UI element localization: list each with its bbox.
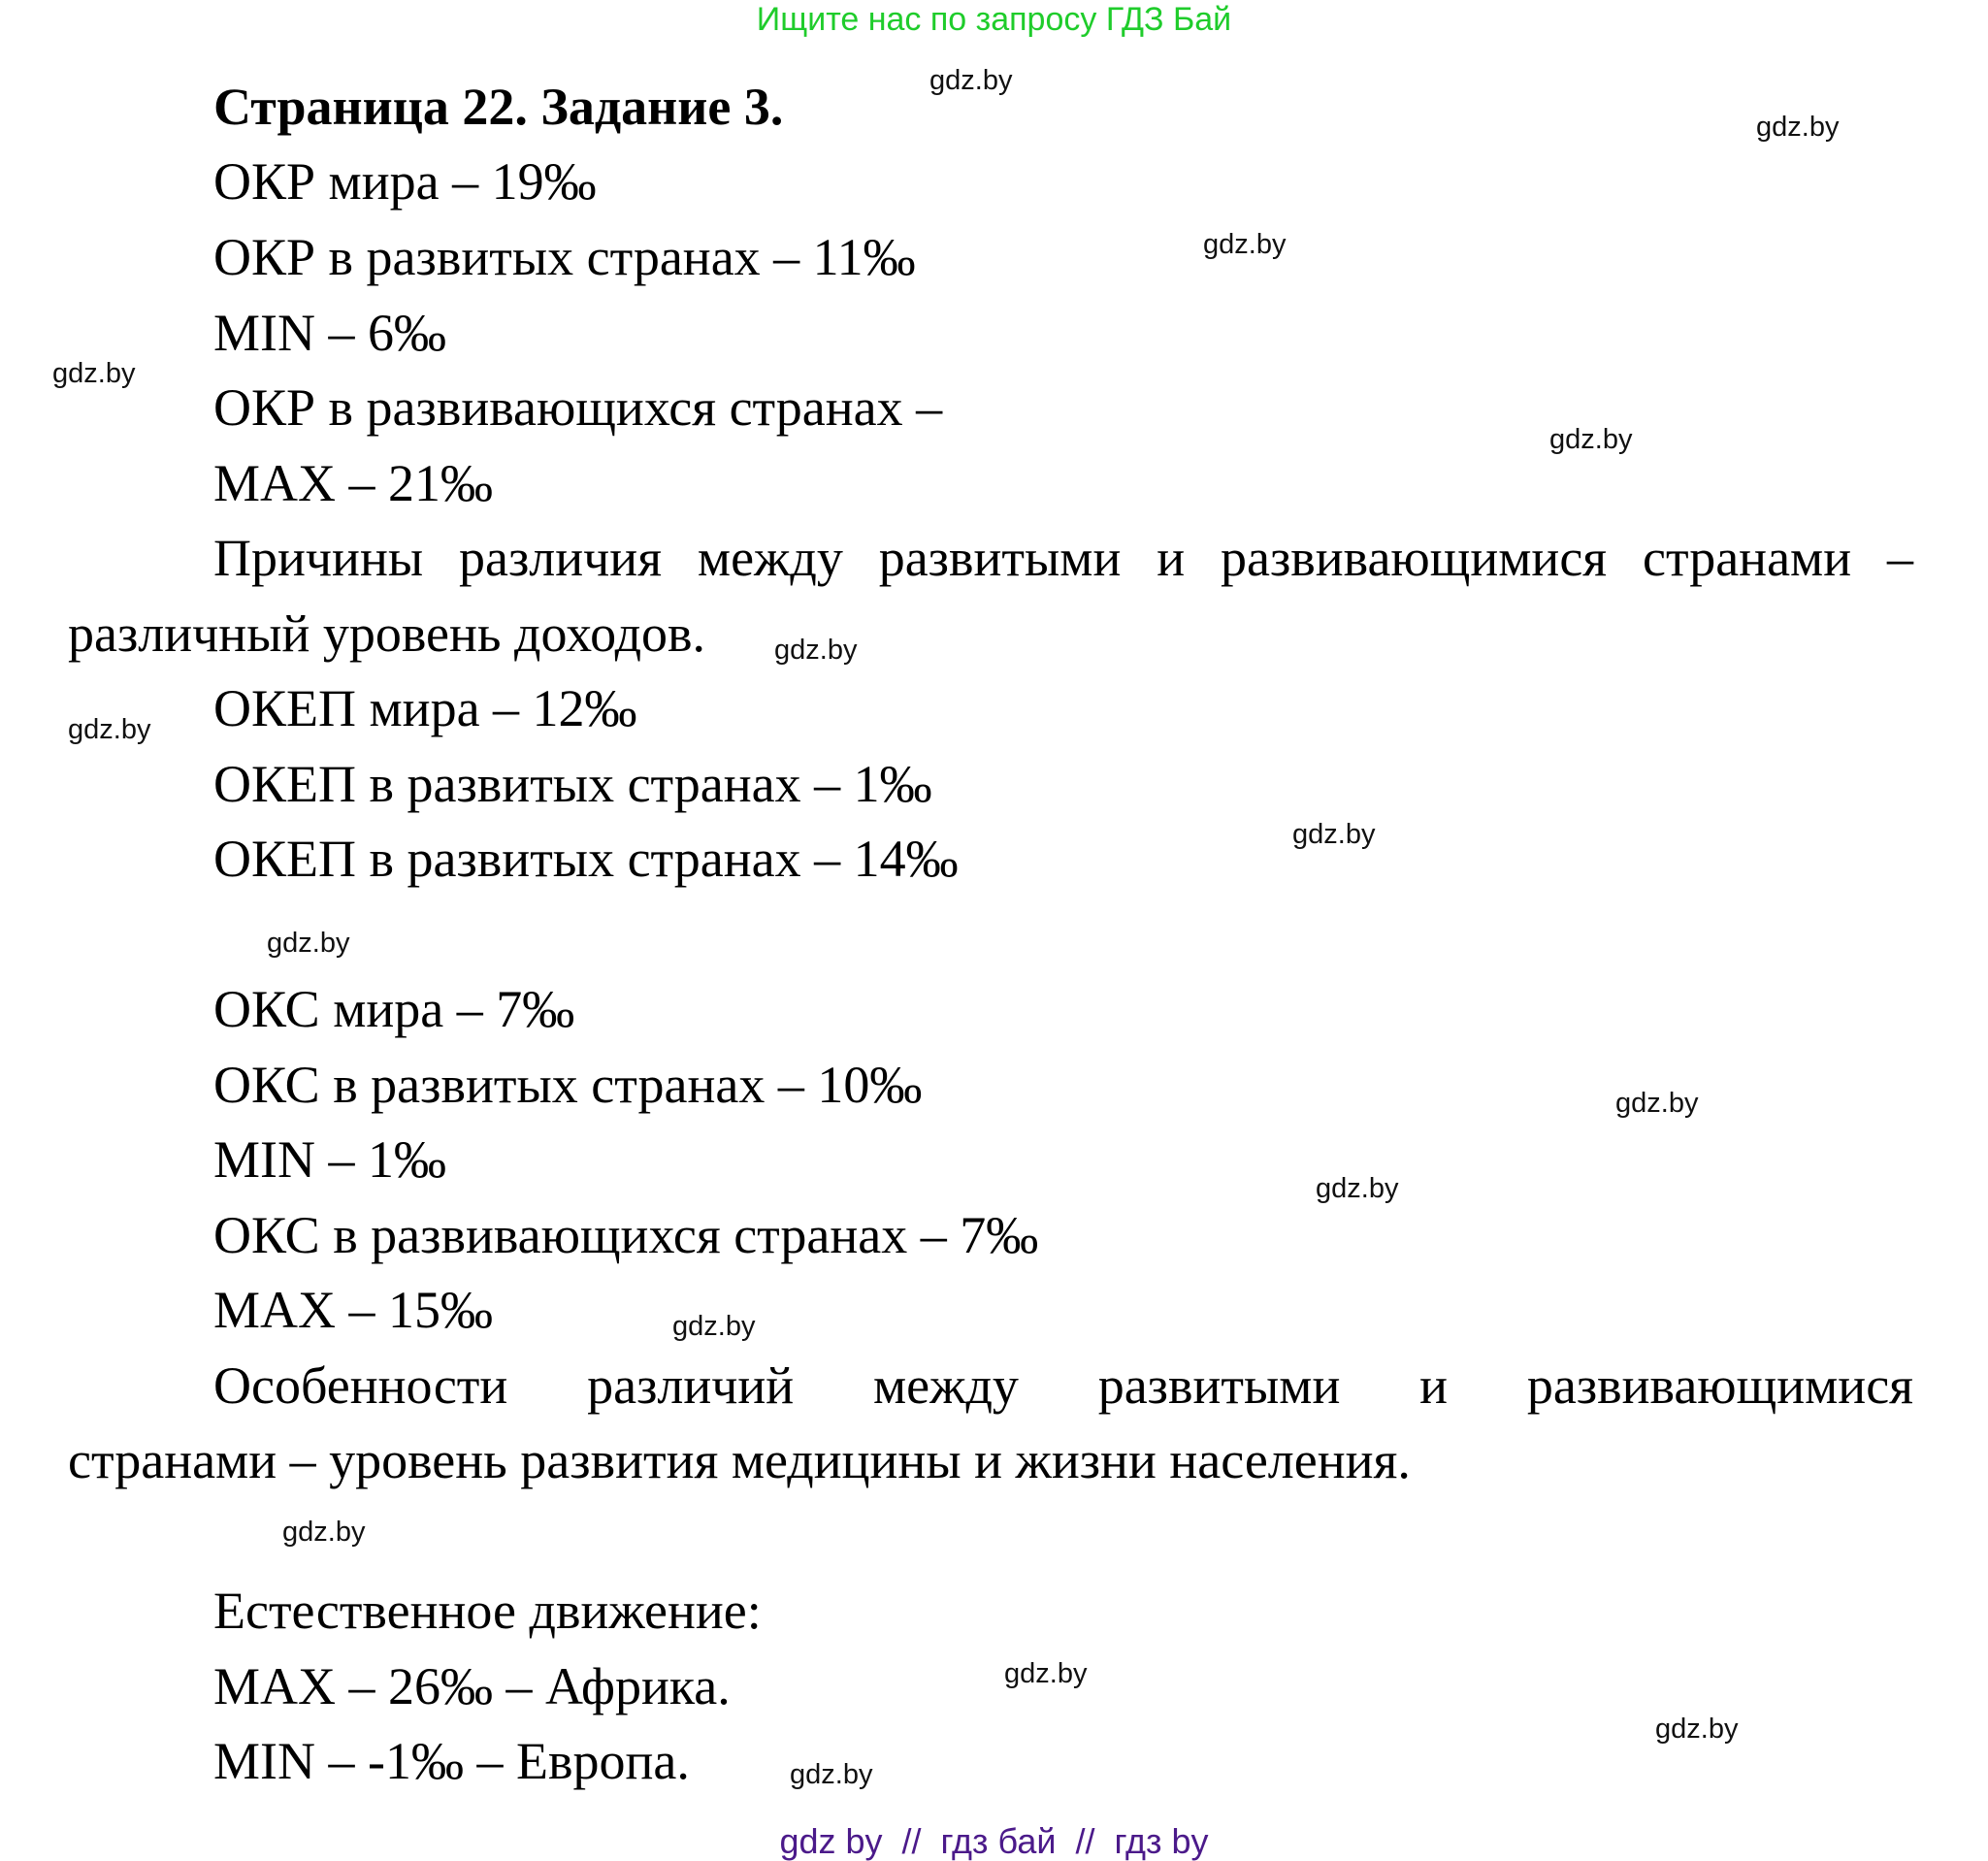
text-line: ОКЕП мира – 12‰ (213, 679, 637, 737)
text-line: ОКС в развитых странах – 10‰ (213, 1056, 923, 1114)
text-line: MAX – 21‰ (213, 454, 494, 512)
text-line: MIN – 1‰ (213, 1130, 446, 1189)
watermark: gdz.by (68, 714, 151, 745)
text-line: ОКР в развитых странах – 11‰ (213, 228, 916, 286)
watermark: gdz.by (52, 358, 136, 389)
watermark: gdz.by (1203, 229, 1287, 260)
text-line: ОКЕП в развитых странах – 14‰ (213, 830, 959, 888)
text-line: ОКЕП в развитых странах – 1‰ (213, 755, 932, 813)
watermark: gdz.by (1292, 819, 1376, 850)
text-line: MAX – 26‰ – Африка. (213, 1657, 731, 1715)
watermark: gdz.by (672, 1311, 756, 1342)
paragraph-line: странами – уровень развития медицины и жизни населения. (68, 1431, 1411, 1489)
text-line: ОКР мира – 19‰ (213, 152, 597, 211)
watermark: gdz.by (1655, 1714, 1739, 1745)
footer-watermark: gdz by // гдз бай // гдз by (779, 1821, 1209, 1861)
text-line: ОКР в развивающихся странах – (213, 378, 943, 437)
text-line: MIN – -1‰ – Европа. (213, 1732, 690, 1790)
watermark: gdz.by (929, 65, 1013, 96)
watermark: gdz.by (1615, 1088, 1699, 1119)
watermark: gdz.by (1549, 424, 1633, 455)
text-line: ОКС мира – 7‰ (213, 980, 575, 1038)
watermark: gdz.by (790, 1759, 873, 1790)
watermark: gdz.by (1316, 1173, 1399, 1204)
text-line: ОКС в развивающихся странах – 7‰ (213, 1206, 1039, 1264)
text-line: Естественное движение: (213, 1582, 762, 1640)
page-title: Страница 22. Задание 3. (213, 78, 784, 136)
watermark: gdz.by (1004, 1658, 1088, 1689)
paragraph-line: Особенности различий между развитыми и развивающимися (213, 1356, 1913, 1415)
watermark: gdz.by (1756, 112, 1840, 143)
watermark: gdz.by (774, 635, 858, 666)
search-banner: Ищите нас по запросу ГДЗ Бай (756, 1, 1232, 38)
text-line: MIN – 6‰ (213, 304, 446, 362)
paragraph-line: различный уровень доходов. (68, 604, 706, 663)
watermark: gdz.by (282, 1517, 366, 1548)
text-line: MAX – 15‰ (213, 1281, 494, 1339)
watermark: gdz.by (267, 928, 350, 959)
paragraph-line: Причины различия между развитыми и развивающимися странами – (213, 529, 1913, 587)
